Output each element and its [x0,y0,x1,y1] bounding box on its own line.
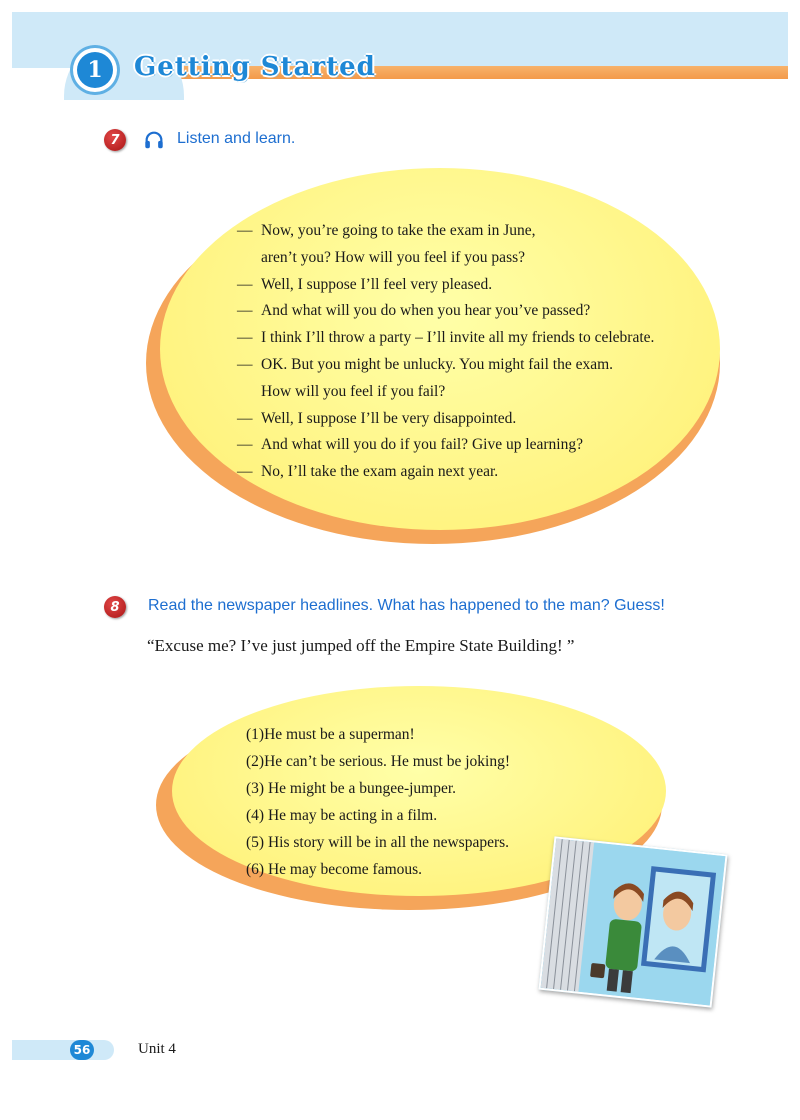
page-number: 56 [70,1040,94,1060]
guess-list [246,721,510,883]
guess-item: (2)He can’t be serious. He must be joking! [246,753,511,770]
dialog-line: — OK. But you might be unlucky. You might fail the exam. [237,355,614,373]
dialog-line: — Well, I suppose I’ll be very disappointed. [237,409,517,427]
dialog-line: aren’t you? How will you feel if you pass? [261,248,526,266]
footer-band [12,1040,114,1060]
exercise-7-number: 7 [104,129,126,151]
section-title: Getting Started [134,52,376,82]
dialog-line: How will you feel if you fail? [261,382,446,400]
headphones-icon [143,129,165,151]
guess-item: (1)He must be a superman! [246,726,415,743]
exercise-7-instruction: Listen and learn. [177,130,296,147]
dialog-line: — No, I’ll take the exam again next year. [237,463,499,481]
dialog-line: — And what will you do when you hear you’ve passed? [237,302,591,320]
man-illustration [538,836,727,1007]
quote-text: “Excuse me? I’ve just jumped off the Empire State Building! ” [147,636,575,655]
exercise-8-instruction: Read the newspaper headlines. What has happened to the man? Guess! [148,597,665,614]
exercise-8-number: 8 [104,596,126,618]
guess-item: (4) He may be acting in a film. [246,807,438,824]
section-number: 1 [77,52,113,88]
dialog-line: — I think I’ll throw a party – I’ll invite all my friends to celebrate. [237,329,655,347]
guess-item: (5) His story will be in all the newspapers. [246,834,510,851]
section-number-badge [70,45,120,95]
dialog-line: — Now, you’re going to take the exam in June, [237,222,536,239]
guess-item: (6) He may become famous. [246,861,423,878]
guess-item: (3) He might be a bungee-jumper. [246,780,457,797]
dialog-line: — Well, I suppose I’ll feel very pleased. [237,275,493,293]
unit-label: Unit 4 [138,1041,176,1057]
dialog-list [237,218,654,486]
dialog-line: — And what will you do if you fail? Give up learning? [237,436,583,454]
